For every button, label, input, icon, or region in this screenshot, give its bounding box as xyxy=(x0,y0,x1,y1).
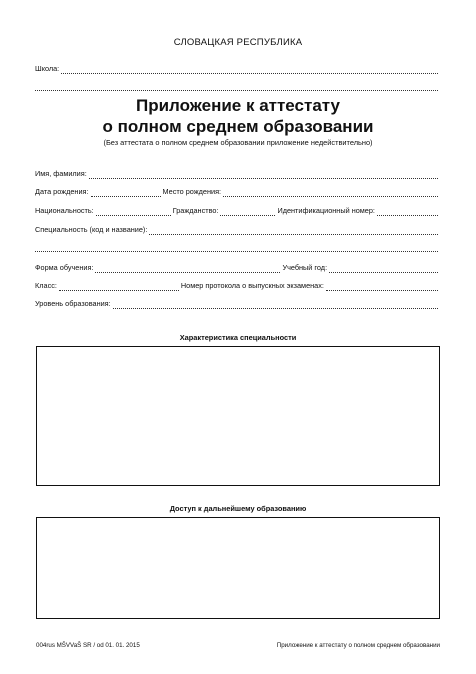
school-field-line2[interactable] xyxy=(35,82,438,91)
characteristics-box[interactable] xyxy=(36,346,440,486)
country-header: СЛОВАЦКАЯ РЕСПУБЛИКА xyxy=(173,37,303,48)
nationality-field[interactable] xyxy=(96,207,171,216)
id-number-label: Идентификационный номер: xyxy=(277,206,375,215)
school-field[interactable] xyxy=(61,65,438,74)
specialty-row xyxy=(35,224,440,235)
birth-place-label: Место рождения: xyxy=(162,187,222,196)
document-title-line2: о полном среднем образовании xyxy=(102,117,374,136)
footer-document-name: Приложение к аттестату о полном среднем образовании xyxy=(276,642,440,649)
nationality-label: Национальность: xyxy=(35,206,94,215)
protocol-number-label: Номер протокола о выпускных экзаменах: xyxy=(180,281,324,290)
study-form-row xyxy=(35,262,440,273)
specialty-label: Специальность (код и название): xyxy=(35,225,148,234)
birth-row xyxy=(35,186,440,197)
specialty-field-line2[interactable] xyxy=(35,243,438,252)
id-number-field[interactable] xyxy=(377,207,438,216)
school-year-label: Учебный год: xyxy=(282,263,328,272)
birth-date-field[interactable] xyxy=(91,188,161,197)
school-row xyxy=(35,63,440,74)
education-level-label: Уровень образования: xyxy=(35,299,111,308)
name-row xyxy=(35,168,440,179)
school-row-continued xyxy=(35,80,440,91)
protocol-number-field[interactable] xyxy=(326,282,438,291)
specialty-row-continued xyxy=(35,241,440,252)
citizenship-label: Гражданство: xyxy=(172,206,219,215)
name-field[interactable] xyxy=(89,170,438,179)
document-subtitle: (Без аттестата о полном среднем образовании приложение недействительно) xyxy=(103,138,373,147)
document-title-line1: Приложение к аттестату xyxy=(136,96,340,115)
education-level-row xyxy=(35,298,440,309)
class-field[interactable] xyxy=(59,282,179,291)
birth-date-label: Дата рождения: xyxy=(35,187,89,196)
specialty-field[interactable] xyxy=(149,226,438,235)
nationality-row xyxy=(35,205,440,216)
study-form-label: Форма обучения: xyxy=(35,263,94,272)
birth-place-field[interactable] xyxy=(223,188,438,197)
education-level-field[interactable] xyxy=(113,300,438,309)
study-form-field[interactable] xyxy=(95,264,280,273)
class-row xyxy=(35,280,440,291)
class-label: Класс: xyxy=(35,281,57,290)
name-label: Имя, фамилия: xyxy=(35,169,87,178)
school-label: Школа: xyxy=(35,64,60,73)
footer-form-code: 004rus MŠVVaŠ SR / od 01. 01. 2015 xyxy=(36,642,140,649)
further-education-title: Доступ к дальнейшему образованию xyxy=(169,504,307,513)
school-year-field[interactable] xyxy=(329,264,438,273)
citizenship-field[interactable] xyxy=(220,207,275,216)
characteristics-title: Характеристика специальности xyxy=(179,333,297,342)
further-education-box[interactable] xyxy=(36,517,440,619)
